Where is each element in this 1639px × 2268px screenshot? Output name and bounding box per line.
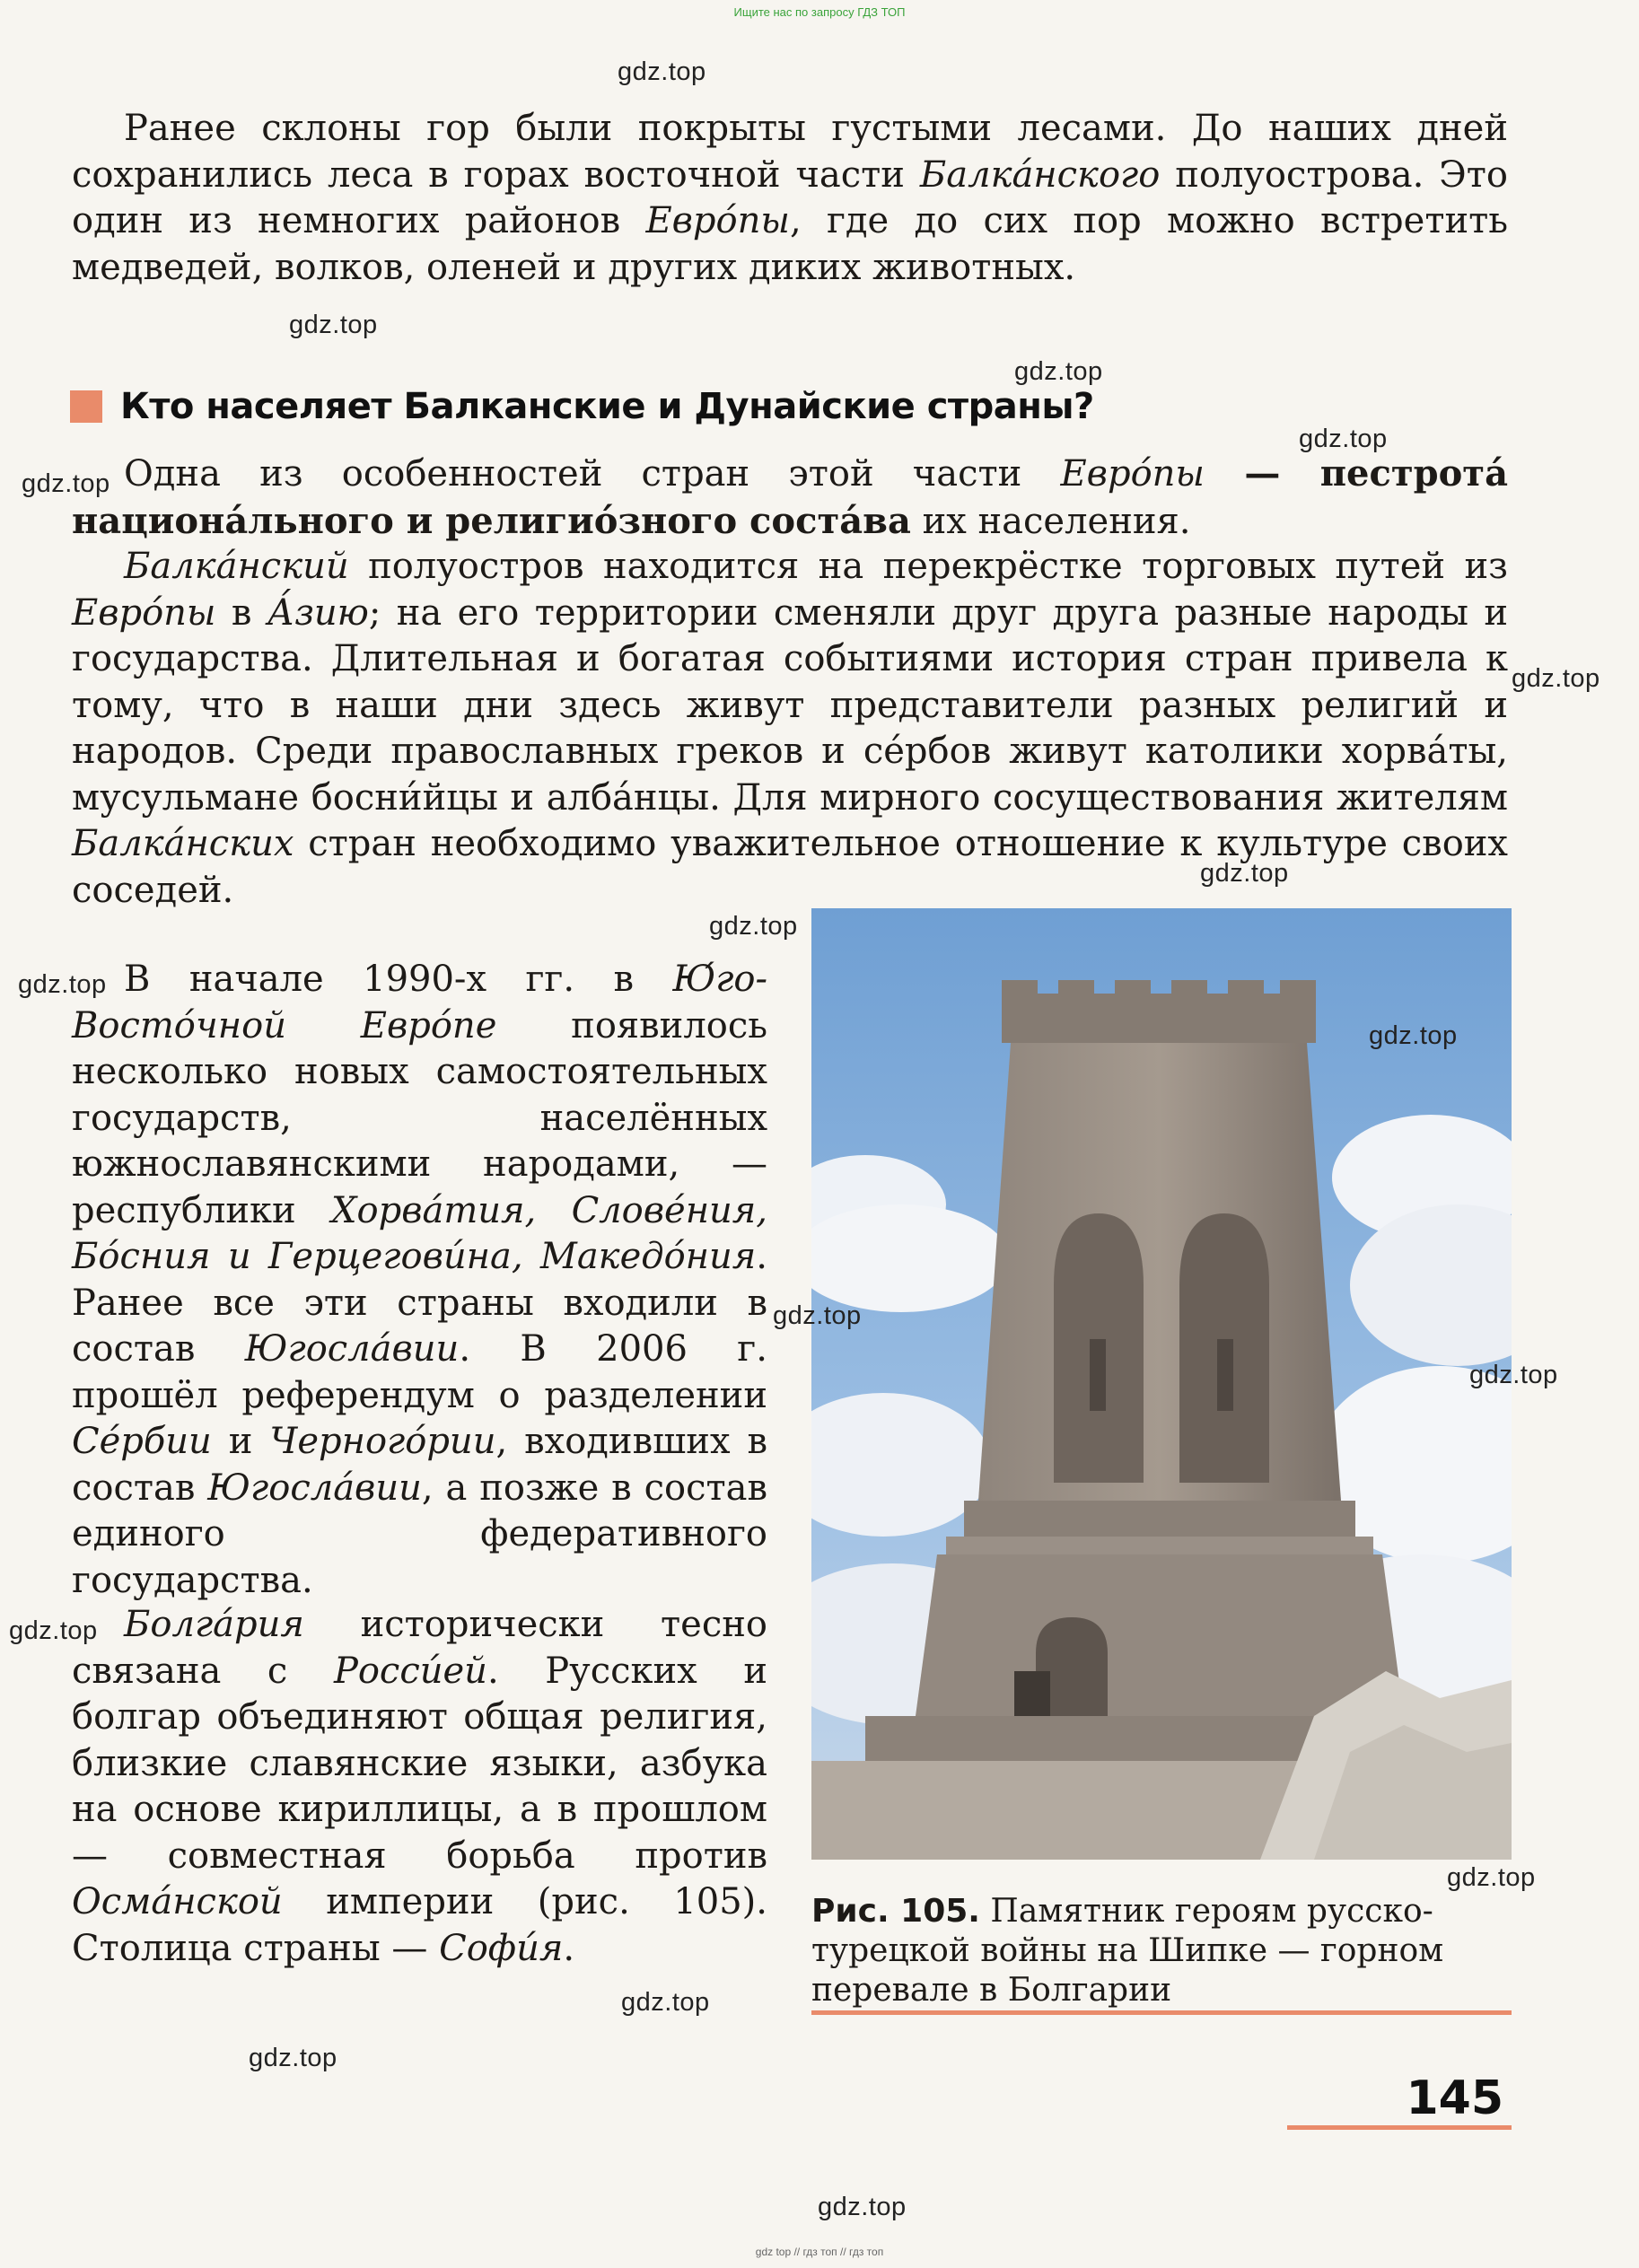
top-banner: Ищите нас по запросу ГДЗ ТОП	[733, 5, 906, 19]
figure-caption-text: Памятник героям русско-турецкой войны на Шипке — горном перевале в Болгарии	[811, 1893, 1444, 2009]
page-number: 145	[1406, 2071, 1503, 2125]
paragraph-yugoslavia: В начале 1990-х гг. в Ю́го-Восто́чной Евро́пе появилось несколько новых самостоятельных государств, населённых южнославянскими народами, — республики Хорва́тия, Слове́ния, Бо́сния и Герцегови́на, Македо́ния. Ранее все эти страны входили в состав Югосла́вии. В 2006 г. прошёл референдум о разделении Се́рбии и Черного́рии, входивших в состав Югосла́вии, а позже в состав единого федеративного государства.	[72, 959, 768, 1601]
section-heading	[70, 380, 1094, 433]
watermark: gdz.top	[289, 311, 378, 339]
caption-rule	[811, 2010, 1512, 2015]
paragraph-forests: Ранее склоны гор были покрыты густыми лесами. До наших дней сохранились леса в горах восточной части Балка́нского полуострова. Это один из немногих районов Евро́пы, где до сих пор можно встретить медведей, волков, оленей и других диких животных.	[72, 108, 1509, 288]
watermark: gdz.top	[1512, 664, 1600, 693]
paragraph-bulgaria: Болга́рия исторически тесно связана с Росси́ей. Русских и болгар объединяют общая религия, близкие славянские языки, азбука на основе кириллицы, а в прошлом — совместная борьба против Осма́нской империи (рис. 105). Столица страны — Софи́я.	[72, 1604, 767, 1969]
watermark: gdz.top	[1447, 1863, 1536, 1892]
bottom-banner: gdz top // гдз топ // гдз топ	[755, 2246, 884, 2258]
watermark: gdz.top	[621, 1988, 710, 2017]
figure-label: Рис. 105.	[811, 1893, 980, 1930]
figure-caption	[811, 1892, 1512, 2010]
watermark: gdz.top	[249, 2044, 337, 2072]
watermark: gdz.top	[1200, 859, 1289, 888]
watermark: gdz.top	[1299, 425, 1388, 453]
paragraph-balkan-peoples: Балка́нский полуостров находится на перекрёстке торговых путей из Евро́пы в А́зию; на его территории сменяли друг друга разные народы и государства. Длительная и богатая событиями история стран привела к тому, что в наши дни здесь живут представители разных религий и народов. Среди православных греков и се́рбов живут католики хорва́ты, мусульмане босни́йцы и алба́нцы. Для мирного сосуществования жителям Балка́нских стран необходимо уважительное отношение к культуре своих соседей.	[72, 546, 1508, 911]
watermark: gdz.top	[773, 1301, 862, 1330]
watermark: gdz.top	[618, 57, 706, 86]
watermark: gdz.top	[709, 912, 798, 941]
watermark: gdz.top	[9, 1616, 98, 1645]
section-title: Кто населяет Балканские и Дунайские страны?	[120, 386, 1094, 427]
watermark: gdz.top	[1469, 1361, 1558, 1389]
monument-illustration	[811, 908, 1512, 1860]
shipka-monument-photo	[811, 908, 1512, 1860]
watermark: gdz.top	[22, 469, 110, 498]
watermark: gdz.top	[1369, 1021, 1458, 1050]
paragraph-diversity: Одна из особенностей стран этой части Евро́пы — пестрота́ национа́льного и религио́зного соста́ва их населения.	[72, 452, 1508, 542]
page-number-rule	[1287, 2125, 1512, 2130]
section-marker-icon	[70, 390, 102, 423]
watermark: gdz.top	[818, 2193, 907, 2221]
watermark: gdz.top	[18, 970, 107, 999]
watermark: gdz.top	[1014, 357, 1103, 386]
